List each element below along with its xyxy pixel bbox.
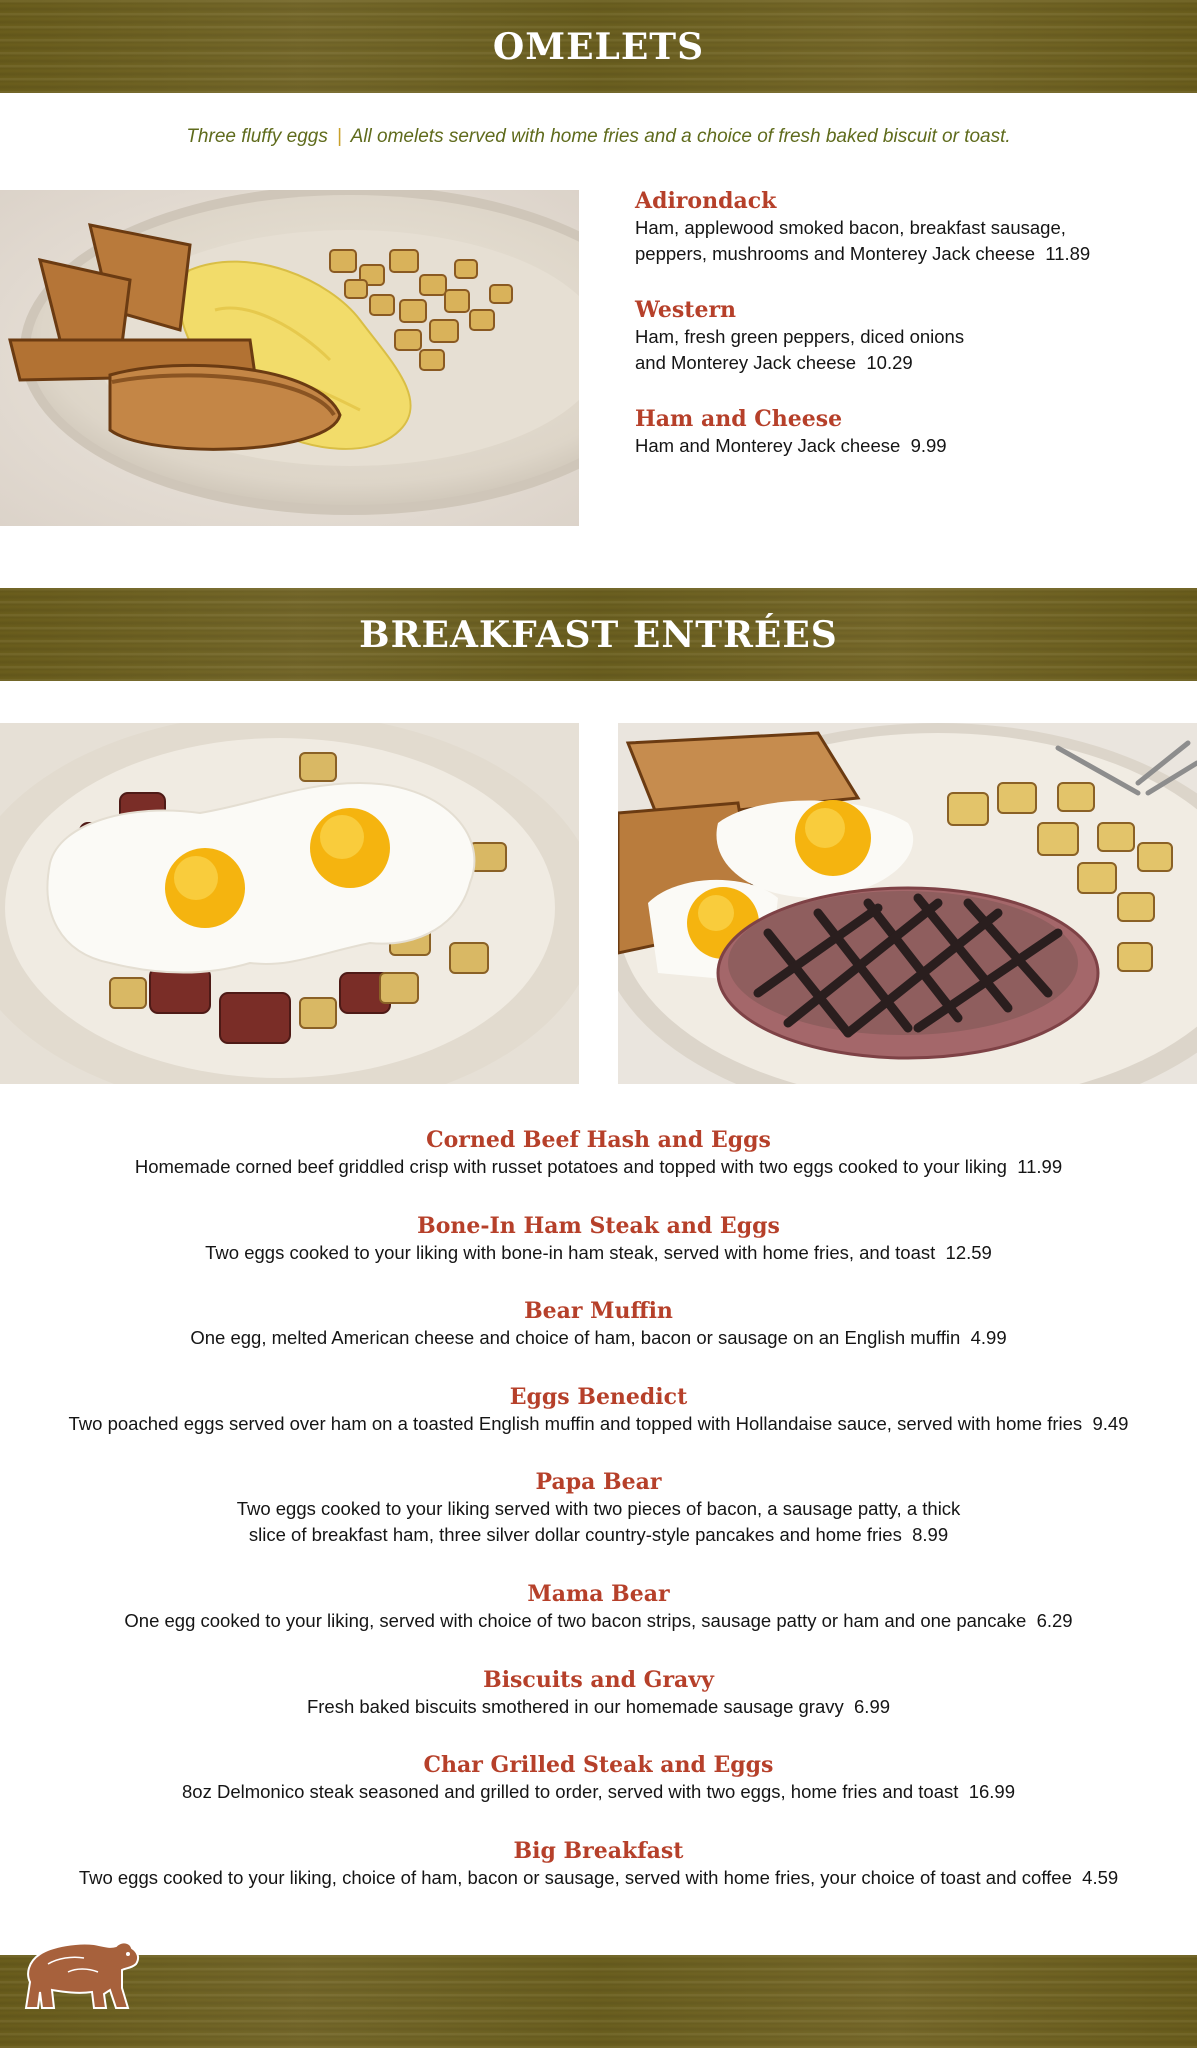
list-item [635,406,1175,459]
list-item [0,1383,1197,1469]
item-description [0,1694,1197,1720]
item-description-text: One egg, melted American cheese and choice of ham, bacon or sausage on an English muffin [190,1327,961,1349]
item-name: Char Grilled Steak and Eggs [423,1752,774,1779]
item-name: Bear Muffin [524,1298,673,1325]
list-item [0,1126,1197,1212]
entrees-title: BREAKFAST ENTRÉES [359,613,838,656]
item-price: 4.59 [1082,1866,1119,1888]
list-item [0,1751,1197,1837]
list-item [0,1468,1197,1580]
item-description [0,1411,1197,1437]
item-description-line: Ham and Monterey Jack cheese [635,435,901,456]
item-price: 11.99 [1017,1156,1063,1177]
item-name: Bone-In Ham Steak and Eggs [417,1212,780,1239]
item-name: Papa Bear [535,1469,662,1496]
item-price: 9.99 [910,435,947,456]
item-name: Corned Beef Hash and Eggs [426,1127,771,1153]
item-description-text: Two poached eggs served over ham on a toasted English muffin and topped with Hollandaise sauce, served with home fries [68,1412,1083,1434]
item-price: 6.29 [1036,1610,1073,1632]
list-item [0,1297,1197,1383]
footer-banner [0,1955,1197,2048]
item-description-line: and Monterey Jack cheese [635,352,857,373]
tagline-separator: | [337,126,343,147]
item-price: 6.99 [854,1695,891,1717]
item-price: 10.29 [866,352,913,373]
item-description-line: peppers, mushrooms and Monterey Jack cheese [635,243,1036,264]
item-description-text: Two eggs cooked to your liking, choice of ham, bacon or sausage, served with home fries, your choice of toast and coffee [78,1866,1072,1888]
omelet-plate-illustration [0,190,579,526]
item-description [0,1865,1197,1891]
item-description-text: Two eggs cooked to your liking served with two pieces of bacon, a sausage patty, a thick [236,1498,961,1520]
entrees-banner [0,588,1197,681]
item-price: 11.89 [1045,243,1091,264]
item-description-text: 8oz Delmonico steak seasoned and grilled to order, served with two eggs, home fries and toast [182,1781,959,1803]
item-name: Ham and Cheese [635,406,843,432]
item-description [635,433,1175,459]
item-price: 16.99 [968,1781,1015,1803]
omelets-banner [0,0,1197,93]
list-item [0,1212,1197,1298]
list-item [0,1580,1197,1666]
list-item [0,1666,1197,1752]
item-description-line: Ham, fresh green peppers, diced onions [635,326,965,347]
list-item [635,188,1175,267]
entree-list [0,1126,1197,1923]
corned-beef-hash-photo [0,723,579,1084]
item-price: 12.59 [945,1241,992,1263]
item-name: Western [635,297,737,323]
item-name: Mama Bear [527,1581,670,1608]
ham-steak-photo [618,723,1197,1084]
omelet-list [635,188,1175,489]
item-description [0,1240,1197,1266]
item-description-text: slice of breakfast ham, three silver dollar country-style pancakes and home fries [248,1524,902,1546]
item-price: 4.99 [970,1327,1007,1349]
ham-plate-illustration [618,723,1197,1084]
omelets-tagline [0,126,1197,148]
item-price: 9.49 [1092,1412,1129,1434]
item-description [0,1522,1197,1548]
item-description [635,215,1175,267]
item-description [0,1779,1197,1805]
list-item [0,1837,1197,1923]
item-name: Eggs Benedict [509,1383,688,1410]
item-description-text: One egg cooked to your liking, served with choice of two bacon strips, sausage patty or ham and one pancake [124,1610,1027,1632]
bear-logo-icon [18,1938,142,2014]
omelets-title: OMELETS [492,25,705,68]
item-description-text: Homemade corned beef griddled crisp with russet potatoes and topped with two eggs cooked to your liking [134,1156,1007,1177]
list-item [635,297,1175,376]
item-description [635,324,1175,376]
item-description-line: Ham, applewood smoked bacon, breakfast sausage, [635,217,1066,238]
hash-plate-illustration [0,723,579,1084]
item-name: Biscuits and Gravy [483,1666,714,1693]
item-description [0,1496,1197,1522]
tagline-part1: Three fluffy eggs [186,126,328,147]
tagline-part2: All omelets served with home fries and a choice of fresh baked biscuit or toast. [350,126,1011,147]
omelet-photo [0,190,579,526]
item-description [0,1608,1197,1634]
item-price: 8.99 [912,1524,949,1546]
item-description [0,1154,1197,1180]
item-description [0,1325,1197,1351]
item-name: Adirondack [635,188,777,214]
item-description-text: Fresh baked biscuits smothered in our homemade sausage gravy [306,1695,844,1717]
item-description-text: Two eggs cooked to your liking with bone-in ham steak, served with home fries, and toast [205,1241,936,1263]
item-name: Big Breakfast [513,1837,684,1864]
